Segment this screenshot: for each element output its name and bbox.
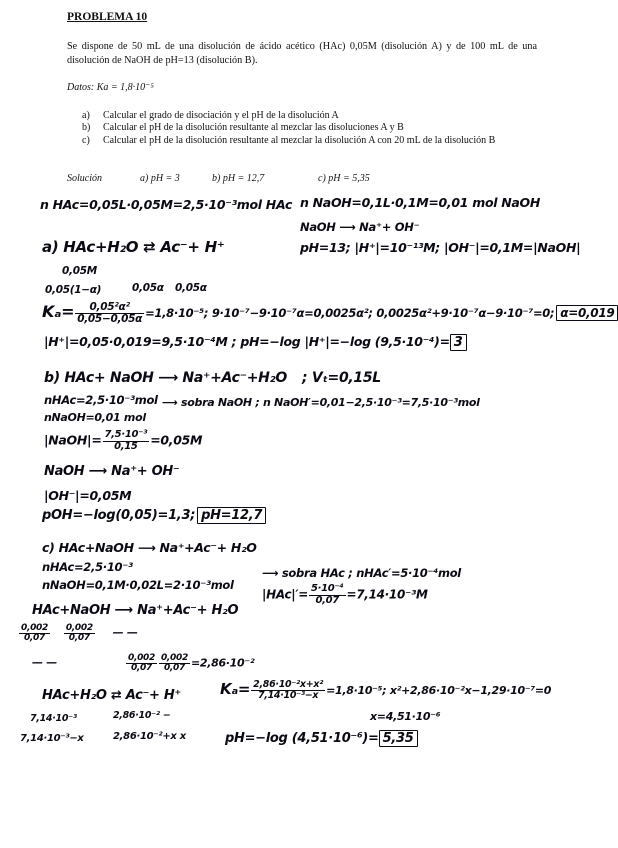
hand-line-b-moles-hac: nHAc=2,5·10⁻³mol: [44, 393, 158, 407]
question-letter: c): [82, 134, 90, 146]
hand-line-ph-a: [44, 334, 467, 350]
hac-conc-denominator: 0,07: [315, 594, 339, 606]
problem-statement: Se dispone de 50 mL de una disolución de ácido acético (HAc) 0,05M (disolución A) y de 100 mL de una disolución de NaOH de pH=13 (disolución B).: [67, 41, 537, 66]
solution-label: Solución: [67, 173, 102, 184]
naoh-conc-numerator: 7,5·10⁻³: [104, 429, 148, 440]
question-item: [82, 110, 532, 122]
final-ac-fraction: [126, 654, 157, 674]
hand-line-b-moles-naoh: nNaOH=0,01 mol: [44, 411, 146, 424]
ka-denominator: 0,05−0,05α: [77, 313, 143, 326]
hac-conc-label: |HAc|′=: [262, 587, 308, 602]
initial-naoh-numerator: 0,002: [65, 623, 93, 633]
initial-naoh-fraction: [64, 624, 95, 644]
naoh-conc-result: =0,05M: [150, 432, 203, 448]
hand-line-c-eq-hac: 7,14·10⁻³−x: [20, 733, 84, 744]
hand-line-naoh-dissociation: NaOH ⟶ Na⁺+ OH⁻: [300, 220, 420, 234]
initial-products-dash: — —: [112, 626, 138, 640]
ka-fraction: [75, 302, 144, 325]
hand-line-c-initial-ac: 2,86·10⁻² −: [113, 710, 171, 721]
hand-line-b-equation: b) HAc+ NaOH ⟶ Na⁺+Ac⁻+H₂O: [44, 370, 287, 386]
ph-c-result-box: 5,35: [379, 730, 418, 747]
hand-line-c-moles-naoh: nNaOH=0,1M·0,02L=2·10⁻³mol: [42, 578, 234, 592]
hand-line-ph-c: [225, 731, 418, 746]
problem-title: PROBLEMA 10: [67, 11, 148, 23]
ph-a-calculation: |H⁺|=0,05·0,019=9,5·10⁻⁴M ; pH=−log |H⁺|=−log (9,5·10⁻⁴)=: [44, 334, 450, 349]
ph-a-result-box: 3: [450, 334, 467, 351]
naoh-conc-denominator: 0,15: [114, 440, 138, 452]
question-letter: a): [82, 110, 90, 121]
hand-line-total-volume: ; Vₜ=0,15L: [302, 370, 381, 386]
hand-line-initial-fractions: [18, 624, 138, 644]
hand-line-ka-alpha: [42, 302, 618, 325]
hand-line-initial-conc: 0,05M: [62, 265, 97, 277]
hand-line-equilibrium-hac: 0,05(1−α): [45, 284, 102, 296]
hand-line-ph13: pH=13; |H⁺|=10⁻¹³M; |OH⁻|=0,1M=|NaOH|: [300, 240, 581, 255]
final-water-denominator: 0,07: [163, 663, 185, 674]
hac-conc-numerator: 5·10⁻⁴: [310, 583, 344, 594]
c-ka-numerator: 2,86·10⁻²x+x²: [253, 679, 324, 691]
question-text: Calcular el pH de la disolución resultante al mezclar la disolución A con 20 mL de la disolución B: [103, 134, 496, 146]
final-ac-denominator: 0,07: [130, 663, 152, 674]
hand-line-oh-conc: |OH⁻|=0,05M: [44, 488, 132, 503]
hand-line-moles-hac: n HAc=0,05L·0,05M=2,5·10⁻³mol HAc: [40, 197, 293, 212]
hand-line-excess-hac: ⟶ sobra HAc ; nHAc′=5·10⁻⁴mol: [262, 566, 461, 580]
solution-b: b) pH = 12,7: [212, 173, 265, 184]
initial-hac-numerator: 0,002: [21, 623, 48, 633]
ph-b-result-box: pH=12,7: [197, 507, 266, 524]
hac-conc-fraction: [309, 584, 346, 606]
c-ka-rest: =1,8·10⁻⁵; x²+2,86·10⁻²x−1,29·10⁻⁷=0: [326, 684, 552, 697]
naoh-conc-label: |NaOH|=: [44, 432, 102, 448]
poh-calculation: pOH=−log(0,05)=1,3;: [42, 508, 196, 523]
final-ac-result: =2,86·10⁻²: [190, 656, 255, 670]
given-data: Datos: Ka = 1,8·10⁻⁵: [67, 82, 154, 93]
question-item: [82, 122, 532, 134]
solution-a: a) pH = 3: [140, 173, 180, 184]
alpha-result-box: α=0,019: [556, 305, 618, 321]
hand-line-c-moles-hac: nHAc=2,5·10⁻³: [42, 560, 133, 574]
initial-hac-denominator: 0,07: [23, 633, 45, 644]
hand-line-c-reaction: HAc+NaOH ⟶ Na⁺+Ac⁻+ H₂O: [32, 603, 239, 618]
ka-symbol: Kₐ=: [42, 302, 75, 322]
final-water-fraction: [159, 654, 190, 674]
initial-naoh-denominator: 0,07: [68, 633, 90, 644]
hand-line-c-ka: [220, 680, 551, 701]
hac-conc-result: =7,14·10⁻³M: [346, 587, 428, 602]
naoh-conc-fraction: [103, 430, 150, 452]
hand-line-poh: [42, 508, 266, 523]
question-item: [82, 135, 532, 147]
ka-numerator: 0,05²α²: [75, 302, 144, 314]
c-ka-denominator: 7,14·10⁻³−x: [258, 690, 319, 701]
hand-line-excess-naoh: ⟶ sobra NaOH ; n NaOH′=0,01−2,5·10⁻³=7,5·10⁻³mol: [162, 396, 480, 409]
hand-line-moles-naoh: n NaOH=0,1L·0,1M=0,01 mol NaOH: [300, 195, 541, 210]
c-ka-fraction: [251, 680, 325, 701]
hand-line-x-value: x=4,51·10⁻⁶: [370, 710, 441, 723]
solution-c: c) pH = 5,35: [318, 173, 370, 184]
hand-line-c-eq-ac-h: 2,86·10⁻²+x x: [113, 731, 186, 742]
final-ac-numerator: 0,002: [128, 653, 155, 663]
hand-line-equilibrium-h: 0,05α: [175, 282, 207, 294]
hand-line-a-equation: a) HAc+H₂O ⇄ Ac⁻+ H⁺: [42, 238, 225, 256]
question-list: [82, 110, 532, 147]
hand-line-c-equilibrium: HAc+H₂O ⇄ Ac⁻+ H⁺: [42, 688, 181, 703]
hand-line-final-fractions: [125, 654, 254, 674]
hand-line-equilibrium-ac: 0,05α: [132, 282, 164, 294]
hand-line-hac-conc: [262, 584, 428, 606]
ka-equation-rest: =1,8·10⁻⁵; 9·10⁻⁷−9·10⁻⁷α=0,0025α²; 0,0025α²+9·10⁻⁷α−9·10⁻⁷=0;: [145, 306, 555, 321]
hand-line-b-dissociation: NaOH ⟶ Na⁺+ OH⁻: [44, 464, 180, 479]
initial-hac-fraction: [19, 624, 50, 644]
question-letter: b): [82, 122, 91, 134]
hand-line-c-equation: c) HAc+NaOH ⟶ Na⁺+Ac⁻+ H₂O: [42, 540, 257, 555]
hand-line-c-initial-hac: 7,14·10⁻³: [30, 713, 77, 724]
c-ka-symbol: Kₐ=: [220, 680, 251, 698]
question-text: Calcular el pH de la disolución resultante al mezclar las disoluciones A y B: [103, 122, 404, 134]
final-water-numerator: 0,002: [160, 653, 188, 663]
question-text: Calcular el grado de disociación y el pH de la disolución A: [103, 110, 339, 121]
hand-line-final-dash: — —: [32, 656, 57, 669]
hand-line-naoh-conc: [44, 430, 202, 452]
ph-c-calculation: pH=−log (4,51·10⁻⁶)=: [225, 731, 379, 746]
